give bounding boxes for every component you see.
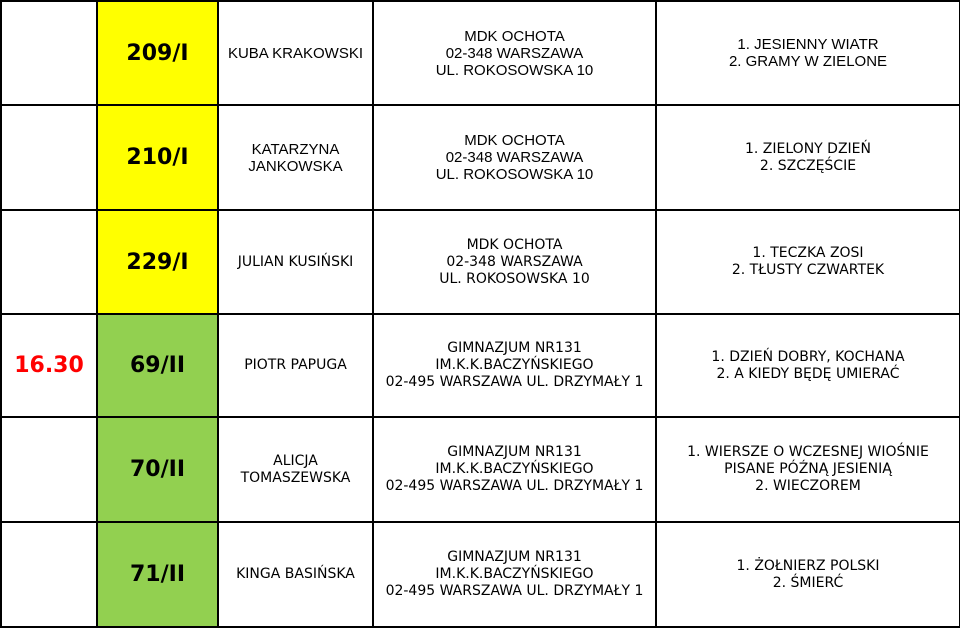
venue-line: UL. ROKOSOWSKA 10 <box>435 166 594 183</box>
song-line: 1. TECZKA ZOSI <box>752 245 864 261</box>
entry-code: 70/II <box>97 417 218 522</box>
entry-code: 229/I <box>97 210 218 314</box>
song-line: 2. SZCZĘŚCIE <box>759 157 857 174</box>
song-line: 2. ŚMIERĆ <box>772 574 844 591</box>
performer-name <box>218 105 373 210</box>
entry-code: 69/II <box>97 314 218 417</box>
song-line: 2. TŁUSTY CZWARTEK <box>731 262 885 278</box>
song-line: 1. ZIELONY DZIEŃ <box>745 140 871 157</box>
song-line: 2. WIECZOREM <box>755 478 861 494</box>
performer-name-line: KINGA BASIŃSKA <box>236 566 355 582</box>
time-cell <box>1 210 97 314</box>
performer-name-line: TOMASZEWSKA <box>240 469 351 486</box>
venue-line: UL. ROKOSOWSKA 10 <box>439 270 590 287</box>
performer-name-line: PIOTR PAPUGA <box>244 357 347 373</box>
song-line: 1. ŻOŁNIERZ POLSKI <box>736 557 880 574</box>
venue <box>373 522 656 627</box>
performer-name <box>218 417 373 522</box>
song-line: 2. A KIEDY BĘDĘ UMIERAĆ <box>716 365 900 382</box>
table-row <box>1 522 960 627</box>
table-row <box>1 105 960 210</box>
time-cell <box>1 417 97 522</box>
venue-line: MDK OCHOTA <box>466 236 563 253</box>
song-line: 1. DZIEŃ DOBRY, KOCHANA <box>711 348 905 365</box>
performer-name-line: KATARZYNA <box>251 140 340 158</box>
venue-line: 02-348 WARSZAWA <box>445 44 584 62</box>
venue-line: 02-495 WARSZAWA UL. DRZYMAŁY 1 <box>385 478 644 494</box>
performer-name <box>218 1 373 105</box>
table-row <box>1 1 960 105</box>
table-row <box>1 314 960 417</box>
song-line: 1. JESIENNY WIATR <box>737 36 879 53</box>
venue <box>373 210 656 314</box>
table-row <box>1 210 960 314</box>
table-row <box>1 417 960 522</box>
venue-line: 02-495 WARSZAWA UL. DRZYMAŁY 1 <box>385 374 644 390</box>
song-line: PISANE PÓŹNĄ JESIENIĄ <box>724 461 892 477</box>
time-cell: 16.30 <box>1 314 97 417</box>
venue-line: 02-348 WARSZAWA <box>445 149 584 166</box>
song-line: 1. WIERSZE O WCZESNEJ WIOŚNIE <box>687 444 929 460</box>
performer-name <box>218 522 373 627</box>
entry-code: 209/I <box>97 1 218 105</box>
song-list <box>656 105 960 210</box>
song-list <box>656 417 960 522</box>
song-list <box>656 522 960 627</box>
time-cell <box>1 105 97 210</box>
time-cell <box>1 1 97 105</box>
venue-line: MDK OCHOTA <box>464 27 565 45</box>
song-list <box>656 314 960 417</box>
venue <box>373 1 656 105</box>
entry-code: 71/II <box>97 522 218 627</box>
venue <box>373 105 656 210</box>
performer-name <box>218 210 373 314</box>
venue-line: IM.K.K.BACZYŃSKIEGO <box>435 566 594 582</box>
venue-line: GIMNAZJUM NR131 <box>447 549 582 565</box>
venue-line: MDK OCHOTA <box>464 132 565 149</box>
performer-name-line: KUBA KRAKOWSKI <box>227 44 364 62</box>
venue <box>373 417 656 522</box>
song-line: 2. GRAMY W ZIELONE <box>728 53 888 70</box>
performer-name-line: JANKOWSKA <box>248 157 343 175</box>
schedule-body <box>1 1 960 627</box>
entry-code: 210/I <box>97 105 218 210</box>
venue-line: GIMNAZJUM NR131 <box>447 444 582 460</box>
venue-line: 02-348 WARSZAWA <box>446 253 583 270</box>
performer-name-line: JULIAN KUSIŃSKI <box>237 253 354 270</box>
venue-line: GIMNAZJUM NR131 <box>447 340 582 356</box>
venue <box>373 314 656 417</box>
performer-name <box>218 314 373 417</box>
performer-name-line: ALICJA <box>273 452 318 469</box>
venue-line: UL. ROKOSOWSKA 10 <box>435 61 594 79</box>
venue-line: IM.K.K.BACZYŃSKIEGO <box>435 357 594 373</box>
venue-line: IM.K.K.BACZYŃSKIEGO <box>435 461 594 477</box>
song-list <box>656 1 960 105</box>
time-cell <box>1 522 97 627</box>
venue-line: 02-495 WARSZAWA UL. DRZYMAŁY 1 <box>385 583 644 599</box>
song-list <box>656 210 960 314</box>
